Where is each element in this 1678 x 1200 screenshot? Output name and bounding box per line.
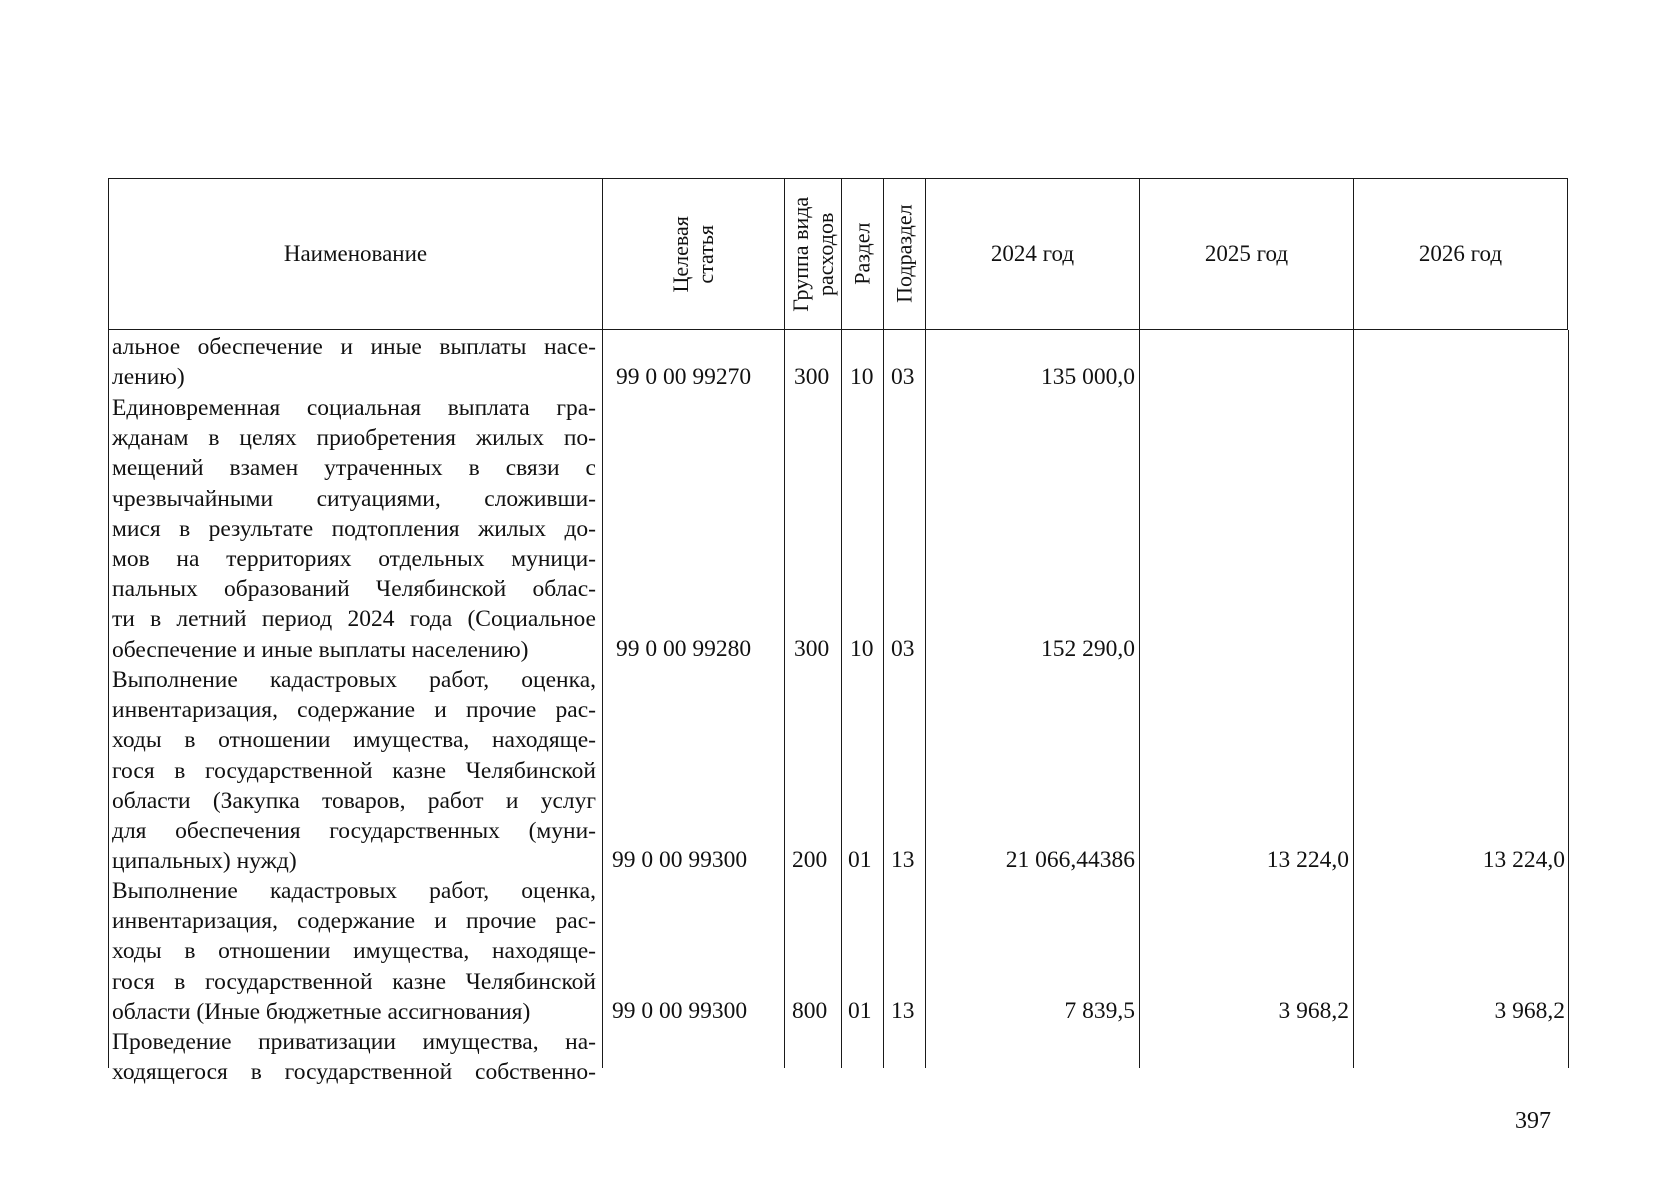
name-line: мися в результате подтопления жилых до- <box>112 515 596 542</box>
table-row-name <box>112 332 596 392</box>
header-2024 <box>925 178 1139 330</box>
name-line: пальных образований Челябинской облас- <box>112 576 596 603</box>
header-2024-label: 2024 год <box>990 240 1075 266</box>
header-group-rotated <box>788 197 839 312</box>
cell-section: 01 <box>848 847 872 873</box>
cell-2025: 3 968,2 <box>1278 998 1349 1024</box>
cell-group: 300 <box>794 636 830 662</box>
column-divider <box>1353 330 1354 1068</box>
name-line: Проведение приватизации имущества, на- <box>112 1029 596 1055</box>
name-line: лению) <box>112 364 185 391</box>
name-line: ходы в отношении имущества, находяще- <box>112 938 596 965</box>
cell-2024: 152 290,0 <box>1041 636 1135 662</box>
cell-group: 300 <box>794 364 830 390</box>
table-row-name <box>112 665 596 876</box>
name-line: гося в государственной казне Челябинской <box>112 968 596 995</box>
cell-group: 200 <box>792 847 828 873</box>
column-divider <box>784 330 785 1068</box>
name-line: чрезвычайными ситуациями, сложивши- <box>112 485 596 512</box>
name-line: области (Иные бюджетные ассигнования) <box>112 998 531 1025</box>
cell-target: 99 0 00 99280 <box>616 636 752 662</box>
column-divider <box>883 330 884 1068</box>
cell-subsection: 13 <box>891 998 915 1024</box>
column-divider <box>108 330 109 1068</box>
header-group-line2: расходов <box>813 212 839 296</box>
name-line: ципальных) нужд) <box>112 848 297 875</box>
header-2025 <box>1139 178 1353 330</box>
header-subsection <box>883 178 925 330</box>
cell-section: 10 <box>850 636 874 662</box>
name-line: гося в государственной казне Челябинской <box>112 757 596 784</box>
header-section-label: Раздел <box>849 222 875 286</box>
cell-section: 01 <box>848 998 872 1024</box>
name-line: жданам в целях приобретения жилых по- <box>112 425 596 452</box>
name-line: обеспечение и иные выплаты населению) <box>112 636 529 663</box>
cell-target: 99 0 00 99270 <box>616 364 752 390</box>
column-divider <box>1139 330 1140 1068</box>
header-target-line2: статья <box>693 224 719 284</box>
cell-2024: 135 000,0 <box>1041 364 1135 390</box>
cell-subsection: 03 <box>891 364 915 390</box>
header-2026 <box>1353 178 1568 330</box>
header-subsection-label: Подраздел <box>891 204 917 304</box>
name-line: для обеспечения государственных (муни- <box>112 818 596 845</box>
cell-2024: 7 839,5 <box>1064 998 1135 1024</box>
header-2026-label: 2026 год <box>1418 240 1503 266</box>
header-group <box>784 178 841 330</box>
table-row-name <box>112 393 596 665</box>
name-line: Единовременная социальная выплата гра- <box>112 395 596 421</box>
cell-2026: 13 224,0 <box>1482 847 1565 873</box>
cell-subsection: 13 <box>891 847 915 873</box>
header-2025-label: 2025 год <box>1204 240 1289 266</box>
cell-2024: 21 066,44386 <box>1005 847 1135 873</box>
cell-2025: 13 224,0 <box>1266 847 1349 873</box>
name-line: мов на территориях отдельных муници- <box>112 546 596 573</box>
table-row-name <box>112 1027 596 1087</box>
header-name <box>108 178 602 330</box>
header-group-line1: Группа вида <box>787 196 813 312</box>
cell-subsection: 03 <box>891 636 915 662</box>
name-line: Выполнение кадастровых работ, оценка, <box>112 878 596 904</box>
cell-group: 800 <box>792 998 828 1024</box>
cell-section: 10 <box>850 364 874 390</box>
page-number: 397 <box>1515 1108 1551 1134</box>
name-line: Выполнение кадастровых работ, оценка, <box>112 667 596 693</box>
header-target-rotated <box>668 216 719 292</box>
column-divider <box>1568 330 1569 1068</box>
name-line: мещений взамен утраченных в связи с <box>112 455 596 482</box>
name-line: ходящегося в государственной собственно- <box>112 1059 596 1086</box>
name-line: альное обеспечение и иные выплаты насе- <box>112 334 596 360</box>
name-line: инвентаризация, содержание и прочие рас- <box>112 697 596 724</box>
header-target <box>602 178 784 330</box>
cell-2026: 3 968,2 <box>1494 998 1565 1024</box>
header-section <box>841 178 883 330</box>
name-line: ходы в отношении имущества, находяще- <box>112 727 596 754</box>
name-line: области (Закупка товаров, работ и услуг <box>112 787 596 814</box>
header-name-label: Наименование <box>283 240 428 266</box>
column-divider <box>602 330 603 1068</box>
header-target-line1: Целевая <box>668 215 694 293</box>
cell-target: 99 0 00 99300 <box>612 847 748 873</box>
budget-table <box>108 178 1568 1086</box>
cell-target: 99 0 00 99300 <box>612 998 748 1024</box>
name-line: инвентаризация, содержание и прочие рас- <box>112 908 596 935</box>
column-divider <box>925 330 926 1068</box>
column-divider <box>841 330 842 1068</box>
table-row-name <box>112 876 596 1027</box>
name-line: ти в летний период 2024 года (Социальное <box>112 606 596 633</box>
